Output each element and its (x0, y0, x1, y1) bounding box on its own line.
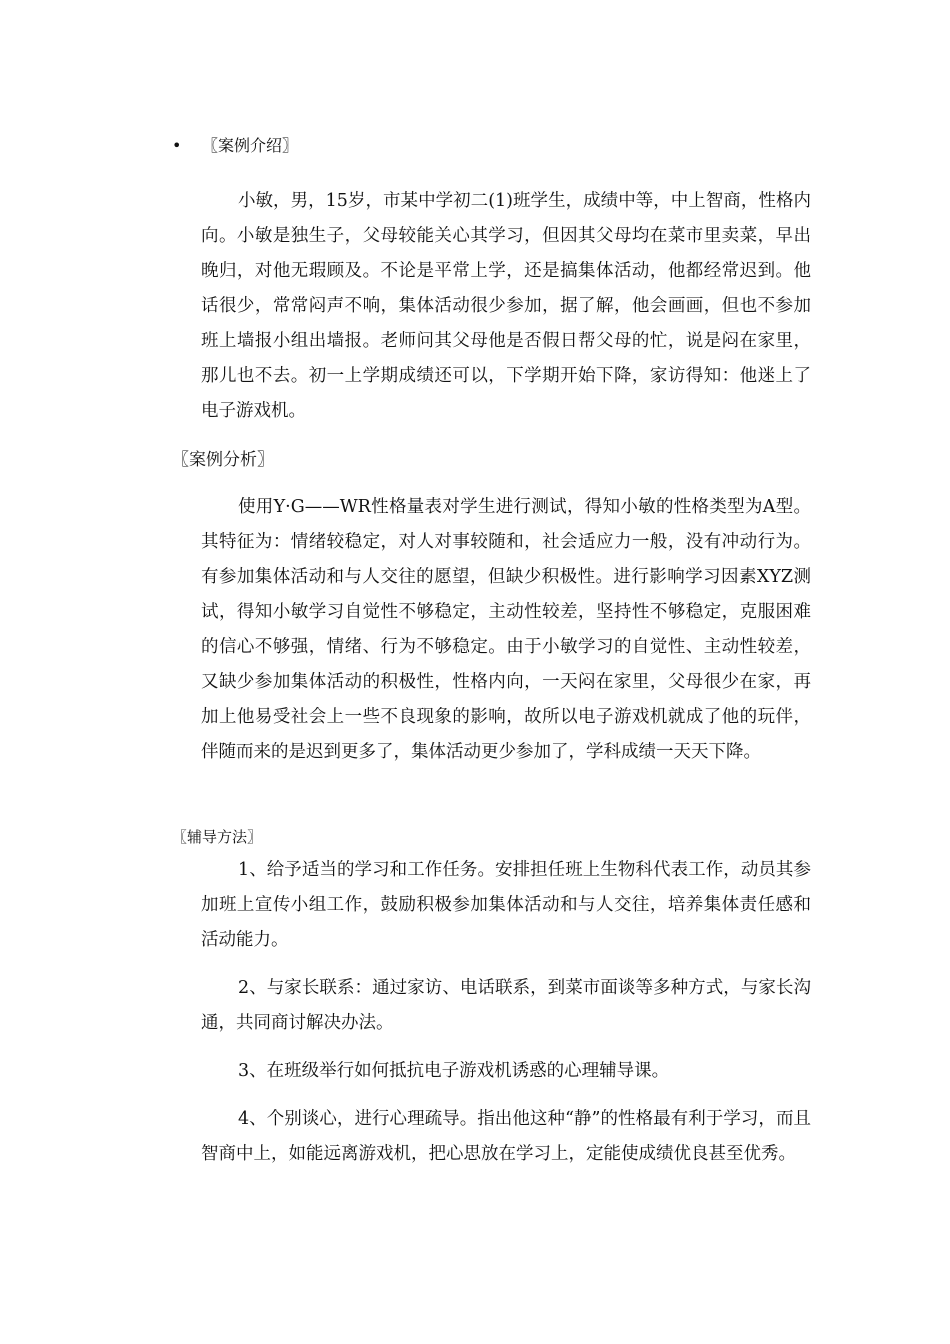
intro-paragraph: 小敏，男，15岁，市某中学初二(1)班学生，成绩中等，中上智商，性格内向。小敏是独生子，父母较能关心其学习，但因其父母均在菜市里卖菜，早出晚归，对他无瑕顾及。不论是平常上学，还是搞集体活动，他都经常迟到。他话很少，常常闷声不响，集体活动很少参加，据了解，他会画画，但也不参加班上墙报小组出墙报。老师问其父母他是否假日帮父母的忙，说是闷在家里，那儿也不去。初一上学期成绩还可以，下学期开始下降，家访得知：他迷上了电子游戏机。 (201, 191, 811, 421)
analysis-paragraph: 使用Y·G——WR性格量表对学生进行测试，得知小敏的性格类型为A型。其特征为：情绪较稳定，对人对事较随和，社会适应力一般，没有冲动行为。有参加集体活动和与人交往的愿望，但缺少积极性。进行影响学习因素XYZ测试，得知小敏学习自觉性不够稳定，主动性较差，坚持性不够稳定，克服困难的信心不够强，情绪、行为不够稳定。由于小敏学习的自觉性、主动性较差，又缺少参加集体活动的积极性，性格内向，一天闷在家里，父母很少在家，再加上他易受社会上一些不良现象的影响，故所以电子游戏机就成了他的玩伴，伴随而来的是迟到更多了，集体活动更少参加了，学科成绩一天天下降。 (201, 497, 811, 762)
method-item-1: 1、给予适当的学习和工作任务。安排担任班上生物科代表工作，动员其参加班上宣传小组工作，鼓励积极参加集体活动和与人交往，培养集体责任感和活动能力。 (201, 860, 811, 950)
bullet-icon: • (172, 136, 182, 155)
method-item-4: 4、个别谈心，进行心理疏导。指出他这种“静”的性格最有利于学习，而且智商中上，如能远离游戏机，把心思放在学习上，定能使成绩优良甚至优秀。 (201, 1109, 811, 1164)
method-item-3: 3、在班级举行如何抵抗电子游戏机诱惑的心理辅导课。 (238, 1061, 670, 1081)
intro-heading-line (172, 134, 298, 158)
intro-heading: 〖案例介绍〗 (202, 136, 299, 155)
method-item-2: 2、与家长联系：通过家访、电话联系，到菜市面谈等多种方式，与家长沟通，共同商讨解决办法。 (201, 978, 811, 1033)
analysis-heading: 〖案例分析〗 (172, 450, 274, 470)
methods-heading: 〖辅导方法〗 (172, 828, 263, 846)
